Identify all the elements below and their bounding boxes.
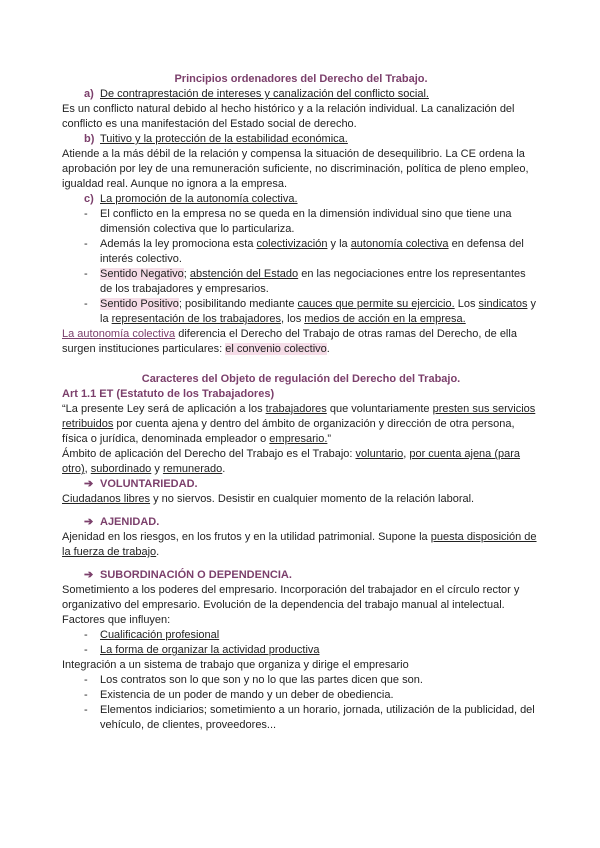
section-title-principios: Principios ordenadores del Derecho del Trabajo. xyxy=(174,73,428,85)
term-puesta-disposicion: puesta disposición de la fuerza de trabajo xyxy=(62,531,537,558)
text-span: diferencia el Derecho del Trabajo de otras ramas del Derecho, de ella surgen instituciones particulares: xyxy=(62,328,517,355)
bullet-dash: - xyxy=(84,238,88,250)
term-trabajadores: trabajadores xyxy=(265,403,327,415)
highlight-sentido-negativo: Sentido Negativo xyxy=(100,268,184,280)
bullet-c2-text xyxy=(100,237,540,267)
bullet-dash: - xyxy=(84,644,88,656)
term-medios-accion: medios de acción en la empresa. xyxy=(304,313,466,325)
bullet-i1-text: Los contratos son lo que son y no lo que las partes dicen que son. xyxy=(100,674,423,686)
bullet-f2-text: La forma de organizar la actividad productiva xyxy=(100,644,320,656)
bullet-dash: - xyxy=(84,674,88,686)
item-c-text: La promoción de la autonomía colectiva. xyxy=(100,193,298,205)
text-span: por cuenta ajena y dentro del ámbito de organización y dirección de otra persona, física o jurídica, denominada empleador o xyxy=(62,418,515,445)
bullet-dash: - xyxy=(84,629,88,641)
bullet-dash: - xyxy=(84,704,88,716)
heading-voluntariedad-text: VOLUNTARIEDAD. xyxy=(100,478,198,490)
item-b xyxy=(62,132,540,147)
bullet-c4 xyxy=(62,297,540,327)
term-sindicatos: sindicatos xyxy=(478,298,528,310)
bullet-c3-text xyxy=(100,267,540,297)
text-span: . xyxy=(222,463,226,475)
paragraph-tuitivo: Atiende a la más débil de la relación y compensa la situación de desequilibrio. La CE ordena la aprobación por ley de una remuneración suficiente, no discriminación, política de pleno empleo, igualdad real. Aunque no ignora a la empresa. xyxy=(62,148,529,190)
heading-ajenidad xyxy=(62,515,540,530)
paragraph-integracion: Integración a un sistema de trabajo que organiza y dirige el empresario xyxy=(62,659,409,671)
article-heading: Art 1.1 ET (Estatuto de los Trabajadores) xyxy=(62,388,275,400)
bullet-dash: - xyxy=(84,208,88,220)
text-span: ” xyxy=(327,433,332,445)
text-span: y la xyxy=(100,298,537,325)
text-span: Además la ley promociona esta xyxy=(100,238,257,250)
bullet-dash: - xyxy=(84,689,88,701)
text-span: Ajenidad en los riesgos, en los frutos y en la utilidad patrimonial. Supone la xyxy=(62,531,431,543)
term-subordinado: subordinado xyxy=(90,463,152,475)
text-span: y xyxy=(151,463,163,475)
text-span: , xyxy=(84,463,91,475)
bullet-dash: - xyxy=(84,268,88,280)
bullet-f2 xyxy=(62,643,540,658)
arrow-right-icon: ➔ xyxy=(84,516,94,528)
term-autonomia-colectiva: autonomía colectiva xyxy=(350,238,449,250)
paragraph-conflicto: Es un conflicto natural debido al hecho histórico y a la relación individual. La canalización del conflicto es una manifestación del Estado social de derecho. xyxy=(62,103,515,130)
item-c xyxy=(62,192,540,207)
arrow-right-icon: ➔ xyxy=(84,478,94,490)
term-autonomia-colectiva-lead: La autonomía colectiva xyxy=(62,328,176,340)
paragraph-autonomia xyxy=(62,327,540,357)
text-span: Los xyxy=(454,298,479,310)
text-span: , xyxy=(403,448,410,460)
term-cauces: cauces que permite su ejercicio. xyxy=(297,298,455,310)
term-remunerado: remunerado xyxy=(162,463,223,475)
item-a xyxy=(62,87,540,102)
heading-subordinacion xyxy=(62,568,540,583)
text-span: , los xyxy=(281,313,305,325)
bullet-c1-text: El conflicto en la empresa no se queda en la dimensión individual sino que tiene una dimensión colectiva que lo particulariza. xyxy=(100,208,512,235)
highlight-convenio: el convenio colectivo xyxy=(225,343,327,355)
text-span: ; xyxy=(183,268,190,280)
item-a-label: a) xyxy=(84,88,94,100)
text-span: ; posibilitando mediante xyxy=(178,298,298,310)
highlight-sentido-positivo: Sentido Positivo xyxy=(100,298,179,310)
text-span: “La presente Ley será de aplicación a los xyxy=(62,403,266,415)
item-c-label: c) xyxy=(84,193,94,205)
document-content xyxy=(62,72,540,733)
bullet-c4-text xyxy=(100,297,540,327)
bullet-i2 xyxy=(62,688,540,703)
paragraph-factores: Factores que influyen: xyxy=(62,614,171,626)
text-span: que voluntariamente xyxy=(326,403,433,415)
article-quote xyxy=(62,402,540,447)
term-colectivizacion: colectivización xyxy=(256,238,328,250)
term-empresario: empresario. xyxy=(269,433,328,445)
term-abstencion-estado: abstención del Estado xyxy=(189,268,299,280)
bullet-i3-text: Elementos indiciarios; sometimiento a un horario, jornada, utilización de la publicidad, del vehículo, de clientes, proveedores... xyxy=(100,704,535,731)
term-presten-servicios: presten sus servicios retribuidos xyxy=(62,403,536,430)
arrow-right-icon: ➔ xyxy=(84,569,94,581)
text-span: en defensa del interés colectivo. xyxy=(100,238,524,265)
paragraph-ajenidad xyxy=(62,530,540,560)
bullet-f1-text: Cualificación profesional xyxy=(100,629,220,641)
text-span: y no siervos. Desistir en cualquier momento de la relación laboral. xyxy=(150,493,475,505)
bullet-c1 xyxy=(62,207,540,237)
bullet-f1 xyxy=(62,628,540,643)
paragraph-subordinacion: Sometimiento a los poderes del empresario. Incorporación del trabajador en el círculo rector y organizativo del empresario. Evolución de la dependencia del trabajo manual al intelectual. xyxy=(62,584,520,611)
term-ciudadanos-libres: Ciudadanos libres xyxy=(62,493,151,505)
paragraph-ambito xyxy=(62,447,540,477)
item-b-text: Tuitivo y la protección de la estabilidad económica. xyxy=(100,133,348,145)
term-voluntario: voluntario xyxy=(355,448,404,460)
item-a-text: De contraprestación de intereses y canalización del conflicto social. xyxy=(100,88,429,100)
heading-voluntariedad xyxy=(62,477,540,492)
section-title-caracteres: Caracteres del Objeto de regulación del Derecho del Trabajo. xyxy=(141,373,461,385)
bullet-i1 xyxy=(62,673,540,688)
bullet-i3 xyxy=(62,703,540,733)
bullet-c2 xyxy=(62,237,540,267)
text-span: . xyxy=(156,546,160,558)
bullet-i2-text: Existencia de un poder de mando y un deber de obediencia. xyxy=(100,689,394,701)
bullet-c3 xyxy=(62,267,540,297)
text-span: . xyxy=(326,343,330,355)
text-span: Ámbito de aplicación del Derecho del Trabajo es el Trabajo: xyxy=(62,448,356,460)
heading-subordinacion-text: SUBORDINACIÓN O DEPENDENCIA. xyxy=(100,569,292,581)
heading-ajenidad-text: AJENIDAD. xyxy=(100,516,160,528)
term-representacion: representación de los trabajadores xyxy=(111,313,282,325)
bullet-dash: - xyxy=(84,298,88,310)
term-cuenta-ajena: por cuenta ajena (para otro) xyxy=(62,448,521,475)
text-span: y la xyxy=(327,238,351,250)
text-span: en las negociaciones entre los representantes de los trabajadores y empresarios. xyxy=(100,268,526,295)
item-b-label: b) xyxy=(84,133,95,145)
paragraph-voluntariedad xyxy=(62,492,540,507)
